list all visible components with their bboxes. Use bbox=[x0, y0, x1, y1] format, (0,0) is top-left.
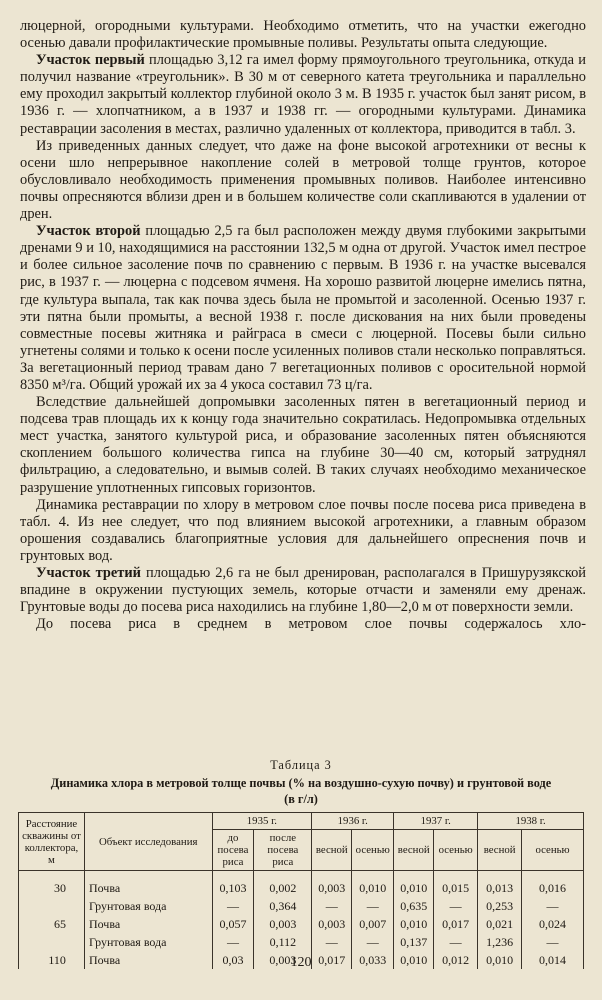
object-cell: Грунтовая вода bbox=[84, 933, 212, 951]
value-cell: 0,024 bbox=[522, 915, 584, 933]
value-cell: — bbox=[434, 897, 478, 915]
value-cell: 0,003 bbox=[254, 915, 312, 933]
season-header: осенью bbox=[434, 830, 478, 871]
paragraph-text: площадью 2,5 га был расположен между двумя глубокими закрытыми дренами 9 и 10, находящимися на расстоянии 132,5 м одна от другой. Участок имел пестрое и более сильное засоление почв по сравнению с первым. В 1936 г. на участке высевался рис, в 1937 г. — люцерна с подсевом ячменя. На хорошо развитой люцерне имелись пятна, где культура выпала, так как почва здесь была не промытой и засоленной. Осенью 1937 г. эти пятна были промыты, а весной 1938 г. после дискования на них были проведены совместные посевы житняка и райграса в смеси с люцерной. Посевы были сильно угнетены солями и только к осени после усиленных поливов стали несколько поправляться. За вегетационный период травам дано 7 вегетационных поливов с оросительной нормой 8350 м³/га. Общий урожай их за 4 укоса составил 73 ц/га. bbox=[20, 223, 586, 393]
value-cell: 0,137 bbox=[394, 933, 434, 951]
object-header: Объект исследования bbox=[84, 813, 212, 871]
value-cell: 0,002 bbox=[254, 879, 312, 897]
season-header: осенью bbox=[522, 830, 584, 871]
paragraph-text: площадью 3,12 га имел форму прямоугольного треугольника, откуда и получил название «треугольник». В 30 м от северного катета треугольника и параллельно ему проходил закрытый коллектор глубиной около 3 м. В 1935 г. участок был занят рисом, в 1936 г. — хлопчатником, а в 1937 и 1938 гг. — огородными культурами. Динамика реставрации засоления в местах, различно удаленных от коллектора, приводится в табл. 3. bbox=[20, 52, 586, 137]
season-header: до посева риса bbox=[212, 830, 254, 871]
paragraph-text: Динамика реставрации по хлору в метровом слое почвы после посева риса приведена в табл. 4. Из нее следует, что под влиянием высокой агротехники, а главным образом орошения создавались благоприятные условия для дальнейшего опреснения почв и грунтовых вод. bbox=[20, 496, 586, 564]
paragraph bbox=[20, 138, 586, 223]
value-cell: 0,364 bbox=[254, 897, 312, 915]
value-cell: 0,033 bbox=[352, 951, 394, 969]
paragraph bbox=[20, 497, 586, 565]
paragraph bbox=[20, 223, 586, 394]
page-number: 120 bbox=[290, 955, 312, 970]
value-cell: 0,010 bbox=[478, 951, 522, 969]
table-row bbox=[19, 897, 584, 915]
paragraph bbox=[20, 616, 586, 633]
value-cell: 0,010 bbox=[394, 915, 434, 933]
value-cell: 0,010 bbox=[394, 951, 434, 969]
body-text bbox=[20, 18, 586, 633]
season-header: весной bbox=[478, 830, 522, 871]
value-cell: 0,015 bbox=[434, 879, 478, 897]
value-cell: 0,103 bbox=[212, 879, 254, 897]
distance-cell: 65 bbox=[19, 915, 85, 933]
table-number: Таблица 3 bbox=[270, 758, 332, 772]
value-cell: 0,010 bbox=[352, 879, 394, 897]
value-cell: 0,003 bbox=[312, 879, 352, 897]
value-cell: — bbox=[522, 933, 584, 951]
season-header: весной bbox=[394, 830, 434, 871]
paragraph-text: Из приведенных данных следует, что даже на фоне высокой агротехники от весны к осени шло непрерывное накопление солей в метровой толще грунтов, которое обусловливало необходимость применения промывных поливов. Наиболее интенсивно почвы опресняются вблизи дрен и в большем количестве соли скапливаются в удалении от дрен. bbox=[20, 137, 586, 223]
object-cell: Почва bbox=[84, 915, 212, 933]
distance-cell: 110 bbox=[19, 951, 85, 969]
value-cell: — bbox=[312, 897, 352, 915]
value-cell: — bbox=[212, 897, 254, 915]
value-cell: 0,013 bbox=[478, 879, 522, 897]
paragraph bbox=[20, 565, 586, 616]
distance-header: Расстояние скважины от коллектора, м bbox=[19, 813, 85, 871]
distance-cell bbox=[19, 897, 85, 915]
paragraph-text: площадью 2,6 га не был дренирован, располагался в Пришурузякской впадине в окружении пустующих земель, которые отчасти и заменяли ему дренаж. Грунтовые воды до посева риса находились на глубине 1,80—2,0 м от поверхности земли. bbox=[20, 565, 586, 616]
object-cell: Почва bbox=[84, 951, 212, 969]
season-header: весной bbox=[312, 830, 352, 871]
value-cell: — bbox=[312, 933, 352, 951]
value-cell: 0,017 bbox=[312, 951, 352, 969]
value-cell: 0,253 bbox=[478, 897, 522, 915]
table-title: Динамика хлора в метровой толще почвы (% на воздушно-сухую почву) и грунтовой воде bbox=[50, 776, 552, 790]
year-header: 1936 г. bbox=[312, 813, 394, 830]
section-lead: Участок третий bbox=[36, 565, 141, 581]
table-row bbox=[19, 915, 584, 933]
table-row bbox=[19, 879, 584, 897]
season-header: после посева риса bbox=[254, 830, 312, 871]
value-cell: 0,03 bbox=[212, 951, 254, 969]
value-cell: 0,003 bbox=[312, 915, 352, 933]
year-header: 1937 г. bbox=[394, 813, 478, 830]
value-cell: 0,016 bbox=[522, 879, 584, 897]
paragraph bbox=[20, 394, 586, 497]
paragraph bbox=[20, 52, 586, 137]
paragraph bbox=[20, 18, 586, 52]
value-cell: — bbox=[522, 897, 584, 915]
value-cell: 0,112 bbox=[254, 933, 312, 951]
value-cell: 0,057 bbox=[212, 915, 254, 933]
value-cell: — bbox=[352, 897, 394, 915]
value-cell: 0,007 bbox=[352, 915, 394, 933]
chlorine-table bbox=[18, 812, 584, 969]
value-cell: — bbox=[212, 933, 254, 951]
paragraph-text: люцерной, огородными культурами. Необходимо отметить, что на участки ежегодно осенью давали профилактические промывные поливы. Результаты опыта следующие. bbox=[20, 18, 586, 52]
value-cell: 0,635 bbox=[394, 897, 434, 915]
value-cell: 0,003 bbox=[254, 951, 312, 969]
table-subtitle: (в г/л) bbox=[284, 792, 318, 806]
year-header: 1935 г. bbox=[212, 813, 312, 830]
section-lead: Участок второй bbox=[36, 223, 141, 240]
object-cell: Грунтовая вода bbox=[84, 897, 212, 915]
value-cell: — bbox=[434, 933, 478, 951]
table-row bbox=[19, 933, 584, 951]
value-cell: 0,012 bbox=[434, 951, 478, 969]
paragraph-text: До посева риса в среднем в метровом слое почвы содержалось хло- bbox=[36, 616, 586, 633]
value-cell: 0,014 bbox=[522, 951, 584, 969]
distance-cell: 30 bbox=[19, 879, 85, 897]
year-header: 1938 г. bbox=[478, 813, 584, 830]
value-cell: 0,017 bbox=[434, 915, 478, 933]
value-cell: 0,010 bbox=[394, 879, 434, 897]
paragraph-text: Вследствие дальнейшей допромывки засоленных пятен в вегетационный период и подсева трав площадь их к концу года значительно сократилась. Недопромывка отдельных мест участка, занятого культурой риса, и образование засоленных пятен объясняются скоплением большого количества гипса на глубине 30—40 см, который затруднял фильтрацию, а следовательно, и вымыв солей. В таких случаях необходимо механическое разрушение уплотненных гипсовых горизонтов. bbox=[20, 394, 586, 496]
section-lead: Участок первый bbox=[36, 52, 145, 69]
value-cell: 0,021 bbox=[478, 915, 522, 933]
distance-cell bbox=[19, 933, 85, 951]
value-cell: — bbox=[352, 933, 394, 951]
object-cell: Почва bbox=[84, 879, 212, 897]
value-cell: 1,236 bbox=[478, 933, 522, 951]
season-header: осенью bbox=[352, 830, 394, 871]
